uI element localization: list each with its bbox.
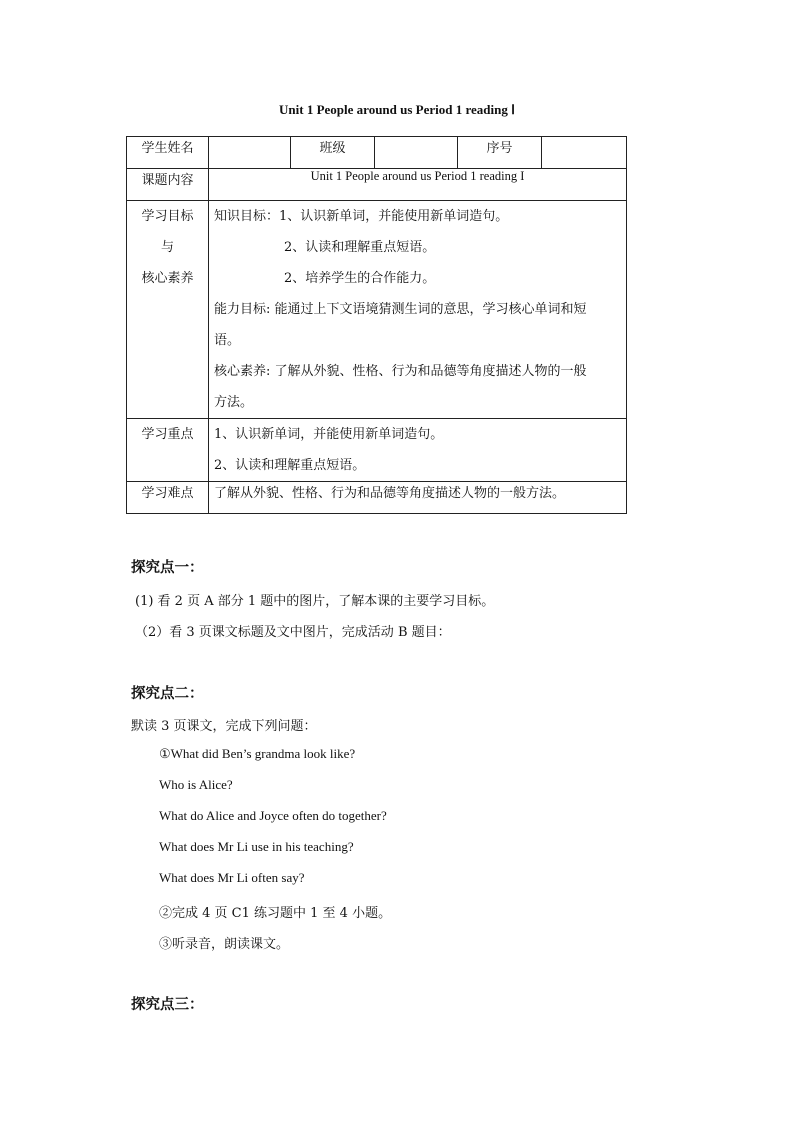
goals-line: 方法。 — [214, 395, 254, 410]
goals-line: 知识目标：1、认识新单词，并能使用新单词造句。 — [214, 209, 509, 224]
section-3-heading: 探究点三： — [131, 996, 204, 1013]
seat-label: 序号 — [458, 137, 542, 169]
key-point-line: 2、认读和理解重点短语。 — [214, 458, 366, 473]
key-point-line: 1、认识新单词，并能使用新单词造句。 — [214, 427, 444, 442]
table-row — [127, 419, 627, 482]
goals-line: 核心素养: 了解从外貌、性格、行为和品德等角度描述人物的一般 — [214, 364, 587, 379]
class-label: 班级 — [291, 137, 375, 169]
key-points-label — [127, 419, 209, 482]
page-title: Unit 1 People around us Period 1 reading Ⅰ — [279, 102, 515, 117]
section-1-item: （2）看 3 页课文标题及文中图片，完成活动 B 题目： — [135, 625, 451, 640]
table-row — [127, 137, 627, 169]
table-row — [127, 482, 627, 514]
info-table — [126, 136, 627, 514]
section-1-heading: 探究点一： — [131, 559, 204, 576]
table-row — [127, 169, 627, 201]
section-2-item: ③听录音，朗读课文。 — [159, 937, 290, 952]
goals-label — [127, 201, 209, 419]
goals-line: 能力目标: 能通过上下文语境猜测生词的意思，学习核心单词和短 — [214, 302, 587, 317]
section-2-item: ②完成 4 页 C1 练习题中 1 至 4 小题。 — [159, 906, 392, 921]
goals-line: 2、培养学生的合作能力。 — [284, 271, 436, 286]
key-points-content — [209, 419, 627, 482]
class-field[interactable] — [375, 137, 458, 169]
topic-label: 课题内容 — [127, 169, 209, 201]
section-2-heading: 探究点二： — [131, 685, 204, 702]
student-name-label: 学生姓名 — [127, 137, 209, 169]
topic-value: Unit 1 People around us Period 1 reading I — [209, 169, 627, 201]
goals-label-line: 学习目标 — [141, 209, 194, 224]
goals-line: 2、认读和理解重点短语。 — [284, 240, 436, 255]
goals-label-line: 与 — [160, 240, 174, 255]
difficulty-label: 学习难点 — [127, 482, 209, 514]
section-2-intro: 默读 3 页课文，完成下列问题： — [131, 719, 317, 734]
goals-label-line: 核心素养 — [141, 271, 194, 286]
section-2-item: What do Alice and Joyce often do together? — [159, 808, 387, 823]
goals-content — [209, 201, 627, 419]
table-row — [127, 201, 627, 419]
seat-field[interactable] — [542, 137, 627, 169]
section-2-item: Who is Alice? — [159, 777, 233, 792]
section-2-item: ①What did Ben’s grandma look like? — [159, 746, 356, 761]
section-2-item: What does Mr Li often say? — [159, 870, 305, 885]
key-points-label-text: 学习重点 — [141, 427, 194, 442]
goals-line: 语。 — [214, 333, 241, 348]
student-name-field[interactable] — [209, 137, 291, 169]
section-1-item: (1) 看 2 页 A 部分 1 题中的图片，了解本课的主要学习目标。 — [135, 594, 495, 609]
difficulty-value: 了解从外貌、性格、行为和品德等角度描述人物的一般方法。 — [209, 482, 627, 514]
section-2-item: What does Mr Li use in his teaching? — [159, 839, 354, 854]
